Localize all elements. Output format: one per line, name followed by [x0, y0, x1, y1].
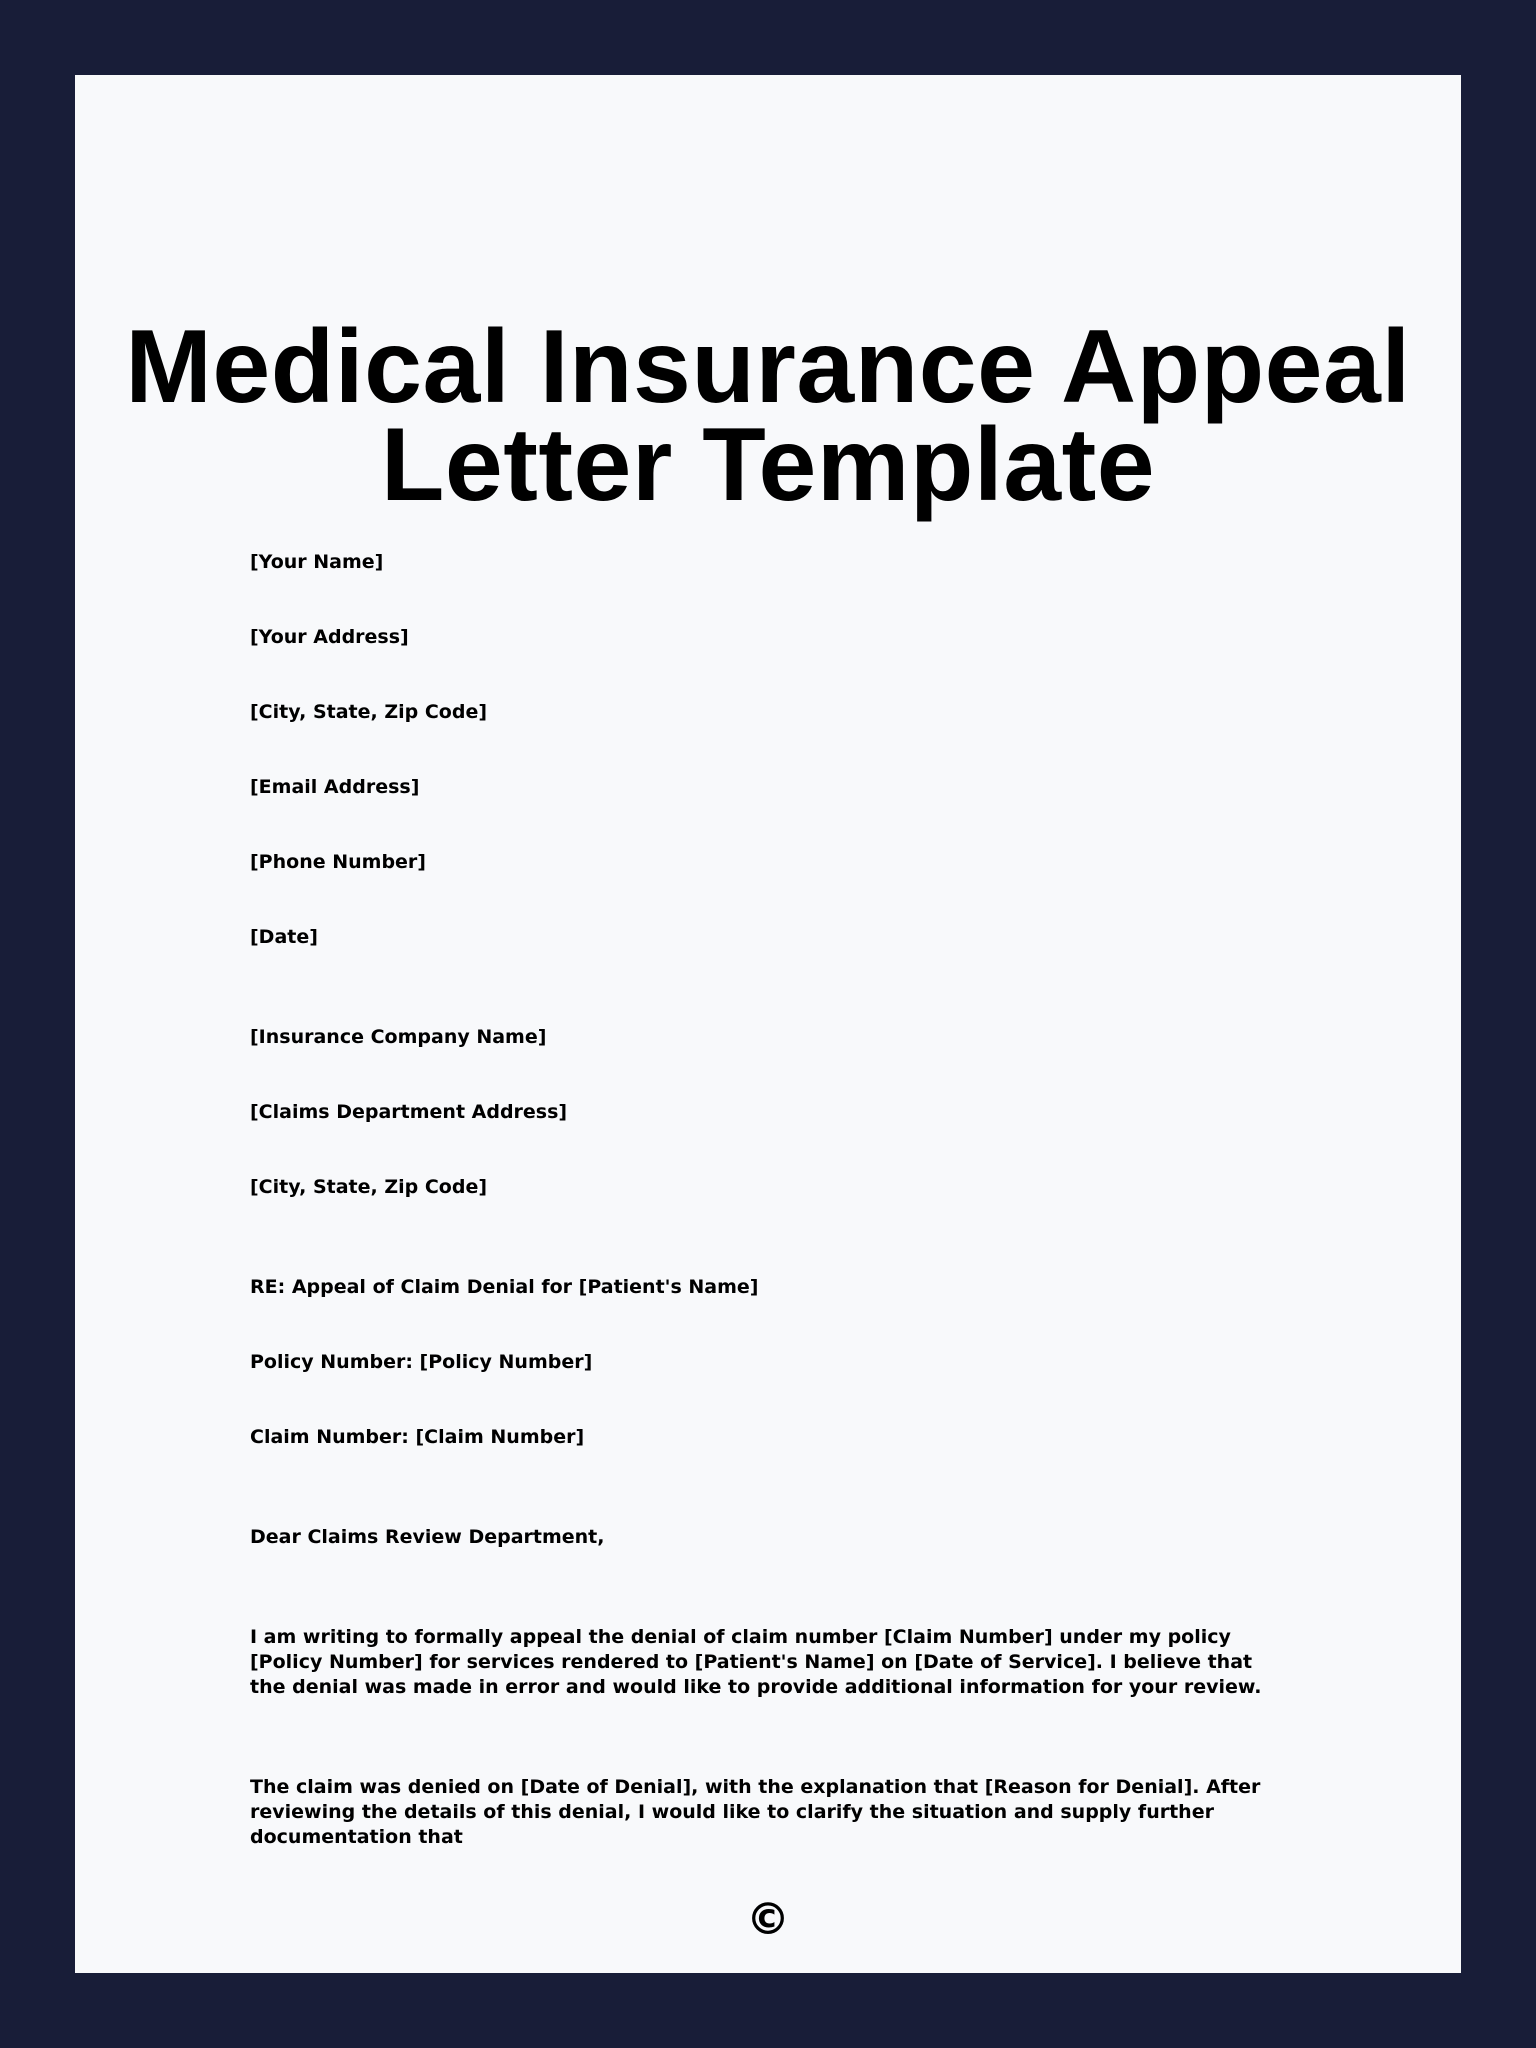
sender-name: [Your Name] — [250, 551, 384, 573]
policy-number-line: Policy Number: [Policy Number] — [250, 1351, 593, 1373]
sender-address: [Your Address] — [250, 626, 409, 648]
page-title: Medical Insurance Appeal Letter Template — [125, 309, 1411, 523]
recipient-company: [Insurance Company Name] — [250, 1026, 547, 1048]
body-paragraph: The claim was denied on [Date of Denial], with the explanation that [Reason for Denial]. After reviewing the details of this denial, I would like to clarify the situation and supply further documentation that — [250, 1776, 1261, 1848]
body-paragraph: I am writing to formally appeal the denial of claim number [Claim Number] under my policy [Policy Number] for services rendered to [Patient's Name] on [Date of Service]. I believe that the denial was made in error and would like to provide additional information for your review. — [250, 1626, 1262, 1698]
salutation: Dear Claims Review Department, — [250, 1526, 605, 1548]
claim-number-line: Claim Number: [Claim Number] — [250, 1426, 585, 1448]
sender-phone: [Phone Number] — [250, 851, 426, 873]
copyright-icon: © — [746, 1894, 790, 1945]
recipient-department-address: [Claims Department Address] — [250, 1101, 568, 1123]
re-line: RE: Appeal of Claim Denial for [Patient's Name] — [250, 1276, 759, 1298]
sender-city-state-zip: [City, State, Zip Code] — [250, 701, 488, 723]
sender-email: [Email Address] — [250, 776, 420, 798]
recipient-city-state-zip: [City, State, Zip Code] — [250, 1176, 488, 1198]
letter-page — [75, 75, 1461, 1973]
letter-date: [Date] — [250, 926, 318, 948]
